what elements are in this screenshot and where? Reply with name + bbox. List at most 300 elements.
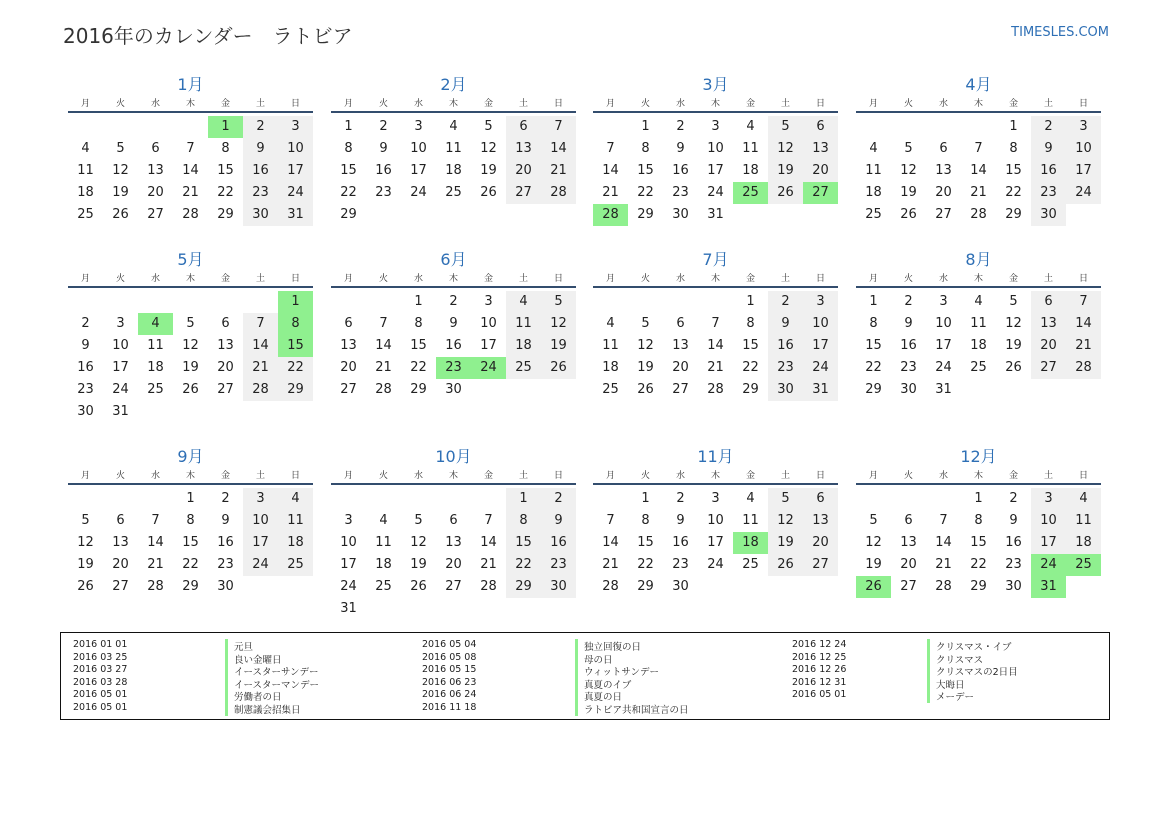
weekday-header [593, 468, 838, 482]
day-cell: 21 [243, 357, 278, 379]
day-cell: 30 [243, 204, 278, 226]
day-cell: 20 [445, 557, 462, 572]
weekday-label: 月 [868, 99, 878, 109]
holiday-name: クリスマスの2日目 [927, 664, 1018, 678]
day-cell: 28 [480, 579, 497, 594]
day-empty [593, 488, 628, 510]
day-cell: 6 [151, 141, 160, 156]
day-cell: 12 [1005, 316, 1022, 331]
weekday-label: 金 [1008, 274, 1018, 284]
day-cell: 2 [1031, 116, 1066, 138]
day-cell: 2 [81, 316, 90, 331]
day-holiday: 26 [856, 576, 891, 598]
weekday-label: 土 [1043, 471, 1053, 481]
day-cell: 18 [77, 185, 94, 200]
month-11 [593, 446, 838, 598]
holiday-name: イースターサンデー [225, 664, 319, 678]
day-cell: 24 [112, 382, 129, 397]
day-cell: 5 [484, 119, 493, 134]
day-empty [243, 291, 278, 313]
day-cell: 26 [182, 382, 199, 397]
weekday-label: 火 [115, 471, 125, 481]
day-empty [331, 488, 366, 510]
day-cell: 11 [742, 513, 759, 528]
day-cell: 27 [217, 382, 234, 397]
day-cell: 30 [217, 579, 234, 594]
day-cell: 22 [217, 185, 234, 200]
day-cell: 17 [278, 160, 313, 182]
weekday-label: 木 [185, 471, 195, 481]
month-1 [68, 74, 313, 226]
day-cell: 3 [939, 294, 948, 309]
day-cell: 19 [480, 163, 497, 178]
day-cell: 24 [935, 360, 952, 375]
day-cell: 26 [480, 185, 497, 200]
day-grid [856, 291, 1101, 401]
weekday-label: 月 [80, 274, 90, 284]
day-cell: 15 [182, 535, 199, 550]
holiday-name: 真夏の日 [575, 689, 622, 703]
day-cell: 17 [707, 163, 724, 178]
day-cell: 20 [803, 160, 838, 182]
day-cell: 20 [900, 557, 917, 572]
day-empty [401, 488, 436, 510]
day-cell: 31 [803, 379, 838, 401]
day-cell: 29 [637, 579, 654, 594]
day-holiday: 8 [278, 313, 313, 335]
day-cell: 3 [803, 291, 838, 313]
day-cell: 23 [217, 557, 234, 572]
day-cell: 29 [742, 382, 759, 397]
day-cell: 14 [602, 163, 619, 178]
weekday-label: 水 [150, 274, 160, 284]
day-cell: 6 [344, 316, 353, 331]
day-cell: 7 [541, 116, 576, 138]
day-cell: 12 [768, 510, 803, 532]
day-cell: 17 [410, 163, 427, 178]
day-grid [68, 291, 313, 423]
holiday-date: 2016 05 04 [422, 639, 477, 650]
day-cell: 22 [340, 185, 357, 200]
day-cell: 18 [970, 338, 987, 353]
holiday-name: クリスマス・イブ [927, 639, 1011, 653]
weekday-label: 木 [448, 99, 458, 109]
day-holiday: 1 [208, 116, 243, 138]
day-cell: 30 [768, 379, 803, 401]
month-divider [68, 111, 313, 113]
day-cell: 25 [375, 579, 392, 594]
weekday-label: 金 [1008, 99, 1018, 109]
weekday-header [331, 96, 576, 110]
day-cell: 19 [900, 185, 917, 200]
day-empty [138, 291, 173, 313]
day-empty [663, 291, 698, 313]
day-cell: 6 [904, 513, 913, 528]
day-empty [103, 291, 138, 313]
day-empty [891, 488, 926, 510]
day-cell: 20 [217, 360, 234, 375]
day-cell: 19 [541, 335, 576, 357]
day-cell: 21 [602, 185, 619, 200]
month-title: 7月 [702, 250, 729, 269]
day-cell: 6 [221, 316, 230, 331]
day-cell: 24 [803, 357, 838, 379]
weekday-label: 木 [185, 274, 195, 284]
day-cell: 16 [541, 532, 576, 554]
day-cell: 15 [506, 532, 541, 554]
day-cell: 6 [803, 116, 838, 138]
day-holiday: 4 [138, 313, 173, 335]
month-title: 3月 [702, 75, 729, 94]
weekday-label: 火 [640, 274, 650, 284]
month-title: 4月 [965, 75, 992, 94]
day-cell: 13 [672, 338, 689, 353]
day-cell: 28 [935, 579, 952, 594]
month-3 [593, 74, 838, 226]
day-cell: 25 [742, 557, 759, 572]
month-title: 1月 [177, 75, 204, 94]
day-cell: 11 [506, 313, 541, 335]
day-cell: 10 [278, 138, 313, 160]
day-cell: 7 [974, 141, 983, 156]
day-cell: 17 [340, 557, 357, 572]
day-cell: 10 [935, 316, 952, 331]
day-cell: 31 [278, 204, 313, 226]
day-cell: 20 [112, 557, 129, 572]
month-title: 12月 [960, 447, 997, 466]
day-cell: 9 [904, 316, 913, 331]
weekday-label: 木 [973, 274, 983, 284]
day-cell: 3 [243, 488, 278, 510]
day-cell: 13 [935, 163, 952, 178]
day-cell: 2 [676, 491, 685, 506]
day-cell: 24 [278, 182, 313, 204]
day-grid [856, 116, 1101, 226]
day-cell: 28 [707, 382, 724, 397]
day-empty [593, 116, 628, 138]
day-cell: 10 [707, 141, 724, 156]
weekday-label: 月 [605, 274, 615, 284]
day-cell: 26 [768, 554, 803, 576]
day-cell: 13 [112, 535, 129, 550]
day-holiday: 24 [1031, 554, 1066, 576]
day-cell: 16 [243, 160, 278, 182]
day-cell: 13 [147, 163, 164, 178]
day-cell: 8 [641, 141, 650, 156]
weekday-header [856, 271, 1101, 285]
day-empty [926, 116, 961, 138]
day-cell: 28 [541, 182, 576, 204]
weekday-label: 金 [220, 274, 230, 284]
day-cell: 6 [116, 513, 125, 528]
day-cell: 5 [116, 141, 125, 156]
day-cell: 14 [375, 338, 392, 353]
day-empty [68, 488, 103, 510]
weekday-label: 水 [150, 99, 160, 109]
month-divider [331, 111, 576, 113]
weekday-label: 日 [1078, 274, 1088, 284]
day-cell: 29 [182, 579, 199, 594]
day-cell: 21 [375, 360, 392, 375]
day-cell: 27 [340, 382, 357, 397]
holiday-date: 2016 01 01 [73, 639, 128, 650]
day-cell: 29 [217, 207, 234, 222]
site-logo[interactable]: TIMESLES.COM [1011, 25, 1109, 40]
day-cell: 17 [1066, 160, 1101, 182]
day-cell: 27 [935, 207, 952, 222]
day-empty [961, 116, 996, 138]
day-cell: 29 [278, 379, 313, 401]
day-cell: 12 [182, 338, 199, 353]
month-9 [68, 446, 313, 598]
day-cell: 19 [112, 185, 129, 200]
weekday-label: 月 [605, 99, 615, 109]
day-cell: 11 [602, 338, 619, 353]
day-cell: 15 [637, 535, 654, 550]
day-empty [68, 116, 103, 138]
day-cell: 12 [865, 535, 882, 550]
day-cell: 7 [606, 513, 615, 528]
day-cell: 22 [970, 557, 987, 572]
page-title: 2016年のカレンダー ラトビア [63, 24, 353, 48]
day-cell: 10 [340, 535, 357, 550]
day-cell: 29 [506, 576, 541, 598]
weekday-label: 火 [115, 274, 125, 284]
day-cell: 4 [746, 491, 755, 506]
day-cell: 21 [147, 557, 164, 572]
day-cell: 9 [81, 338, 90, 353]
day-empty [138, 488, 173, 510]
weekday-label: 日 [553, 99, 563, 109]
holiday-date: 2016 03 25 [73, 651, 128, 663]
day-cell: 25 [147, 382, 164, 397]
day-cell: 10 [410, 141, 427, 156]
month-divider [68, 286, 313, 288]
day-cell: 4 [606, 316, 615, 331]
day-cell: 1 [186, 491, 195, 506]
weekday-label: 火 [640, 99, 650, 109]
day-cell: 31 [707, 207, 724, 222]
weekday-label: 日 [815, 471, 825, 481]
day-cell: 17 [243, 532, 278, 554]
holiday-date: 2016 11 18 [422, 702, 477, 713]
month-title: 11月 [697, 447, 734, 466]
day-cell: 5 [768, 116, 803, 138]
day-cell: 5 [81, 513, 90, 528]
day-cell: 23 [768, 357, 803, 379]
day-cell: 3 [278, 116, 313, 138]
weekday-label: 土 [780, 274, 790, 284]
holiday-date: 2016 05 01 [792, 689, 847, 701]
weekday-label: 金 [745, 274, 755, 284]
weekday-label: 月 [343, 471, 353, 481]
weekday-label: 木 [973, 99, 983, 109]
day-grid [331, 291, 576, 401]
day-cell: 25 [970, 360, 987, 375]
day-cell: 26 [637, 382, 654, 397]
day-cell: 2 [676, 119, 685, 134]
weekday-label: 日 [815, 274, 825, 284]
day-cell: 23 [1031, 182, 1066, 204]
holiday-date: 2016 03 28 [73, 676, 128, 688]
day-cell: 30 [77, 404, 94, 419]
day-grid [593, 488, 838, 598]
day-cell: 8 [974, 513, 983, 528]
day-cell: 12 [541, 313, 576, 335]
weekday-header [593, 271, 838, 285]
weekday-label: 火 [378, 99, 388, 109]
day-cell: 6 [676, 316, 685, 331]
month-7 [593, 249, 838, 401]
day-holiday: 23 [436, 357, 471, 379]
month-title: 10月 [435, 447, 472, 466]
day-cell: 28 [182, 207, 199, 222]
day-cell: 19 [182, 360, 199, 375]
weekday-label: 日 [553, 274, 563, 284]
holiday-name: ラトビア共和国宣言の日 [575, 702, 689, 716]
month-divider [856, 286, 1101, 288]
day-empty [138, 116, 173, 138]
day-cell: 24 [340, 579, 357, 594]
day-empty [173, 291, 208, 313]
day-cell: 3 [1031, 488, 1066, 510]
day-cell: 16 [672, 535, 689, 550]
day-cell: 12 [410, 535, 427, 550]
day-cell: 30 [672, 207, 689, 222]
day-cell: 11 [865, 163, 882, 178]
day-cell: 24 [707, 185, 724, 200]
weekday-label: 火 [115, 99, 125, 109]
day-cell: 3 [414, 119, 423, 134]
day-cell: 7 [379, 316, 388, 331]
day-cell: 20 [1031, 335, 1066, 357]
weekday-label: 土 [518, 471, 528, 481]
weekday-header [593, 96, 838, 110]
weekday-label: 日 [553, 471, 563, 481]
weekday-label: 土 [518, 274, 528, 284]
holiday-list [60, 632, 1110, 720]
day-cell: 22 [742, 360, 759, 375]
holiday-name: ウィットサンデー [575, 664, 659, 678]
day-empty [208, 291, 243, 313]
day-cell: 15 [865, 338, 882, 353]
month-title: 6月 [440, 250, 467, 269]
day-cell: 19 [77, 557, 94, 572]
day-cell: 5 [869, 513, 878, 528]
month-divider [856, 111, 1101, 113]
day-cell: 9 [541, 510, 576, 532]
holiday-date: 2016 12 26 [792, 664, 847, 676]
day-cell: 11 [742, 141, 759, 156]
day-cell: 9 [676, 141, 685, 156]
weekday-label: 火 [378, 471, 388, 481]
day-cell: 22 [865, 360, 882, 375]
day-cell: 23 [77, 382, 94, 397]
day-empty [856, 488, 891, 510]
holiday-date: 2016 03 27 [73, 664, 128, 676]
day-cell: 21 [182, 185, 199, 200]
holiday-date: 2016 05 15 [422, 664, 477, 676]
month-6 [331, 249, 576, 401]
day-cell: 13 [803, 138, 838, 160]
day-cell: 7 [711, 316, 720, 331]
day-cell: 13 [445, 535, 462, 550]
day-cell: 12 [77, 535, 94, 550]
day-cell: 28 [1066, 357, 1101, 379]
weekday-label: 金 [483, 99, 493, 109]
day-grid [331, 488, 576, 620]
weekday-header [68, 468, 313, 482]
day-cell: 18 [147, 360, 164, 375]
day-cell: 14 [935, 535, 952, 550]
day-cell: 21 [970, 185, 987, 200]
day-cell: 11 [77, 163, 94, 178]
day-cell: 23 [900, 360, 917, 375]
weekday-label: 日 [815, 99, 825, 109]
weekday-label: 水 [675, 99, 685, 109]
weekday-label: 水 [413, 99, 423, 109]
day-cell: 7 [151, 513, 160, 528]
day-cell: 5 [1009, 294, 1018, 309]
day-cell: 18 [865, 185, 882, 200]
day-cell: 2 [904, 294, 913, 309]
day-cell: 10 [480, 316, 497, 331]
day-cell: 22 [637, 185, 654, 200]
day-cell: 31 [340, 601, 357, 616]
day-cell: 13 [1031, 313, 1066, 335]
day-cell: 6 [1031, 291, 1066, 313]
day-cell: 1 [746, 294, 755, 309]
weekday-header [68, 96, 313, 110]
holiday-name: 元旦 [225, 639, 253, 653]
weekday-label: 金 [220, 99, 230, 109]
day-holiday: 24 [471, 357, 506, 379]
day-cell: 13 [217, 338, 234, 353]
day-cell: 25 [445, 185, 462, 200]
day-cell: 17 [480, 338, 497, 353]
day-empty [628, 291, 663, 313]
day-cell: 20 [506, 160, 541, 182]
day-empty [68, 291, 103, 313]
day-cell: 1 [344, 119, 353, 134]
day-cell: 28 [375, 382, 392, 397]
day-cell: 15 [742, 338, 759, 353]
day-cell: 31 [112, 404, 129, 419]
day-cell: 17 [112, 360, 129, 375]
day-cell: 1 [506, 488, 541, 510]
weekday-label: 日 [290, 274, 300, 284]
day-cell: 24 [1066, 182, 1101, 204]
day-cell: 26 [112, 207, 129, 222]
weekday-label: 日 [290, 99, 300, 109]
weekday-label: 火 [903, 471, 913, 481]
day-cell: 4 [449, 119, 458, 134]
day-holiday: 27 [803, 182, 838, 204]
weekday-header [856, 96, 1101, 110]
day-cell: 4 [506, 291, 541, 313]
day-cell: 9 [676, 513, 685, 528]
day-cell: 14 [1066, 313, 1101, 335]
day-cell: 20 [147, 185, 164, 200]
day-cell: 20 [935, 185, 952, 200]
holiday-date: 2016 12 24 [792, 639, 847, 650]
day-cell: 3 [116, 316, 125, 331]
day-cell: 22 [410, 360, 427, 375]
day-cell: 10 [1031, 510, 1066, 532]
month-10 [331, 446, 576, 620]
weekday-label: 木 [448, 471, 458, 481]
holiday-date: 2016 06 23 [422, 676, 477, 688]
